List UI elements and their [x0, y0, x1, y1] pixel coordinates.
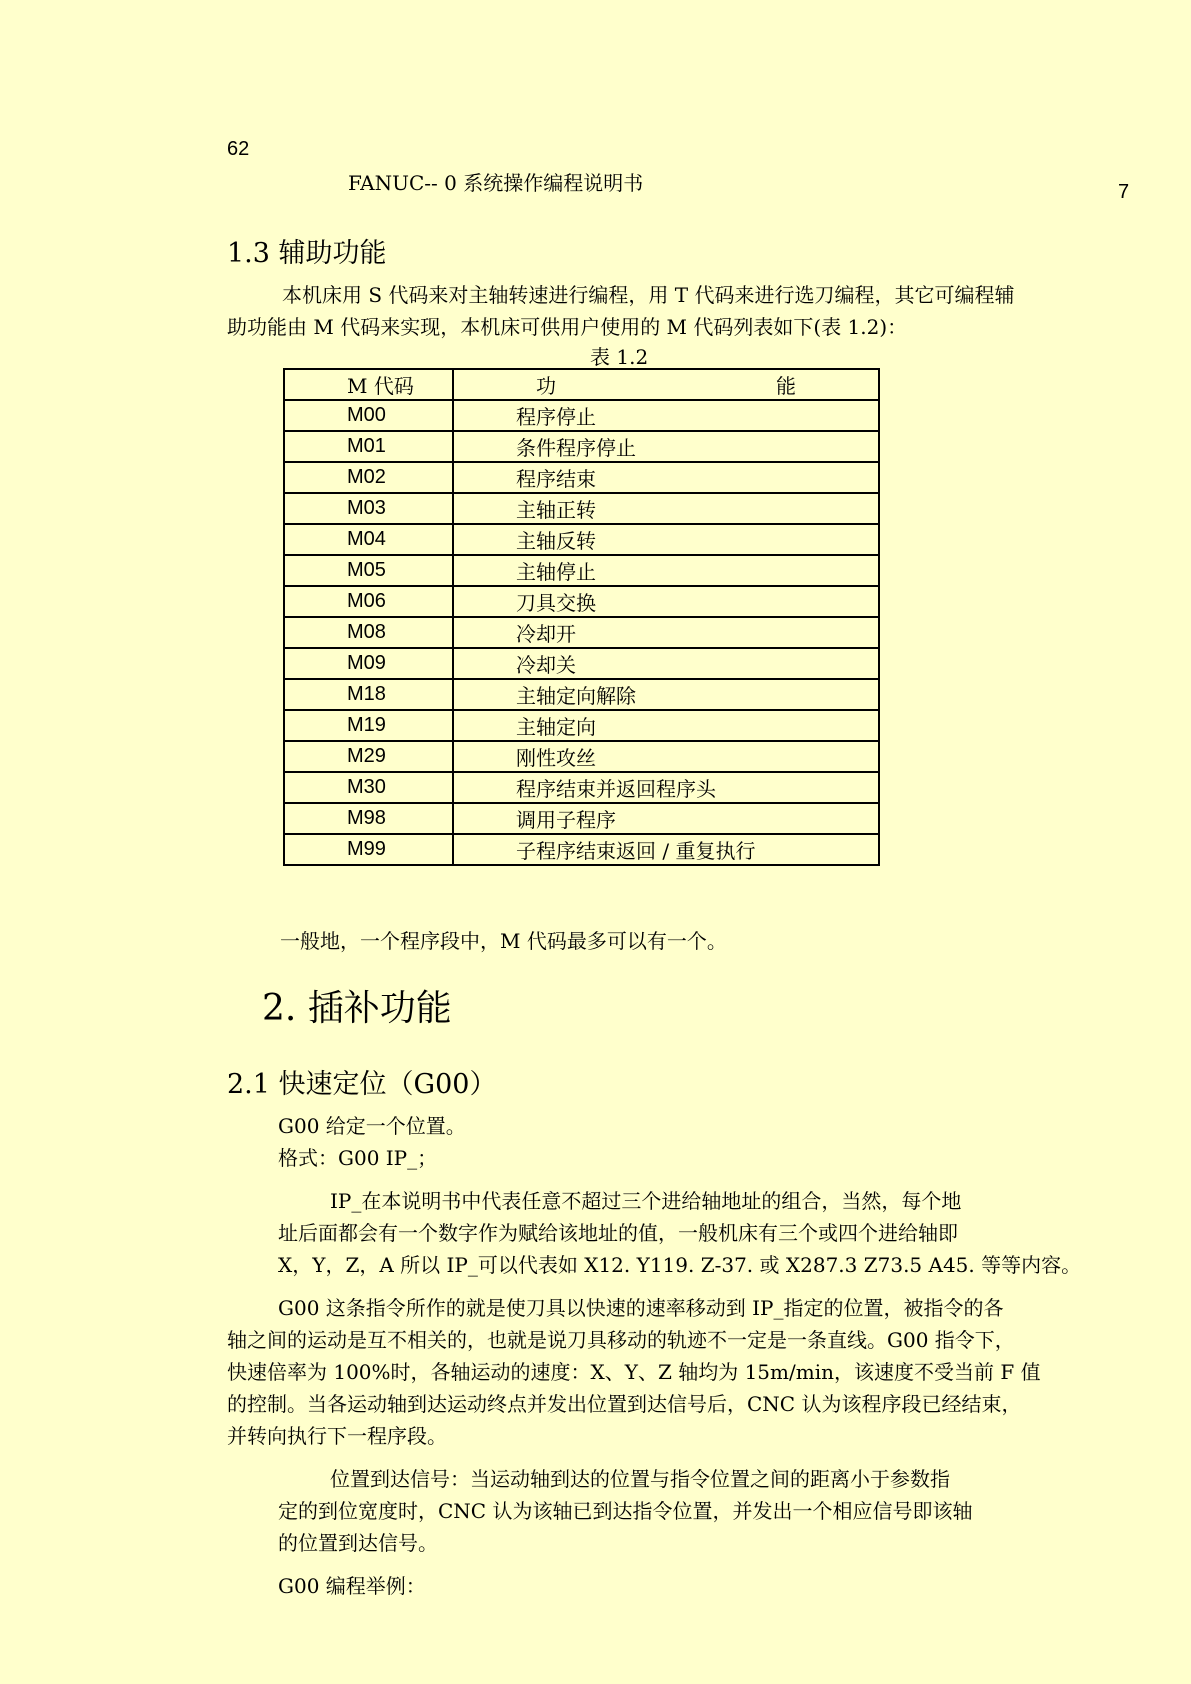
g00-example-label: G00 编程举例： [278, 1574, 426, 1598]
m-code-cell: M05 [284, 555, 453, 586]
table-row [284, 462, 879, 493]
position-signal-line-3: 的位置到达信号。 [278, 1531, 438, 1555]
m-code-cell: M06 [284, 586, 453, 617]
m-code-cell: M19 [284, 710, 453, 741]
function-cell: 主轴正转 [453, 493, 879, 524]
function-cell: 程序结束 [453, 462, 879, 493]
g00-paragraph-line-5: 并转向执行下一程序段。 [227, 1424, 447, 1448]
m-code-cell: M00 [284, 400, 453, 431]
function-cell: 主轴定向解除 [453, 679, 879, 710]
function-cell: 冷却开 [453, 617, 879, 648]
g00-line-1: G00 给定一个位置。 [278, 1114, 466, 1138]
table-row [284, 679, 879, 710]
g00-paragraph-line-2: 轴之间的运动是互不相关的，也就是说刀具移动的轨迹不一定是一条直线。G00 指令下， [227, 1328, 1015, 1352]
section-2-1-heading: 2.1 快速定位（G00） [227, 1069, 497, 1100]
intro-line-2: 助功能由 M 代码来实现，本机床可供用户使用的 M 代码列表如下(表 1.2)： [227, 315, 908, 339]
m-code-cell: M30 [284, 772, 453, 803]
table-row [284, 648, 879, 679]
header-function: 功 能 [453, 369, 879, 400]
ip-paragraph-line-3: X，Y，Z，A 所以 IP_可以代表如 X12. Y119. Z-37. 或 X287.3 Z73.5 A45. 等等内容。 [278, 1253, 1082, 1277]
function-cell: 主轴反转 [453, 524, 879, 555]
table-caption: 表 1.2 [590, 345, 649, 369]
m-code-cell: M98 [284, 803, 453, 834]
function-cell: 条件程序停止 [453, 431, 879, 462]
table-row [284, 803, 879, 834]
m-code-cell: M02 [284, 462, 453, 493]
page-number: 62 [227, 138, 250, 160]
ip-paragraph-line-1: IP_在本说明书中代表任意不超过三个进给轴地址的组合，当然，每个地 [330, 1189, 962, 1213]
function-cell: 刚性攻丝 [453, 741, 879, 772]
function-cell: 冷却关 [453, 648, 879, 679]
table-row [284, 586, 879, 617]
function-cell: 主轴定向 [453, 710, 879, 741]
table-row [284, 617, 879, 648]
header-m-code: M 代码 [284, 369, 453, 400]
document-title: FANUC-- 0 系统操作编程说明书 [348, 171, 644, 195]
table-row [284, 741, 879, 772]
position-signal-line-2: 定的到位宽度时，CNC 认为该轴已到达指令位置，并发出一个相应信号即该轴 [278, 1499, 973, 1523]
m-code-cell: M03 [284, 493, 453, 524]
function-cell: 子程序结束返回 / 重复执行 [453, 834, 879, 865]
g00-format: 格式：G00 IP_； [278, 1146, 438, 1170]
m-code-cell: M18 [284, 679, 453, 710]
m-code-note: 一般地，一个程序段中，M 代码最多可以有一个。 [280, 929, 727, 953]
g00-paragraph-line-1: G00 这条指令所作的就是使刀具以快速的速率移动到 IP_指定的位置，被指令的各 [278, 1296, 1004, 1320]
m-code-cell: M99 [284, 834, 453, 865]
function-cell: 程序停止 [453, 400, 879, 431]
table-header-row [284, 369, 879, 400]
m-code-cell: M08 [284, 617, 453, 648]
g00-paragraph-line-3: 快速倍率为 100%时，各轴运动的速度：X、Y、Z 轴均为 15m/min，该速度不受当前 F 值 [227, 1360, 1041, 1384]
function-cell: 主轴停止 [453, 555, 879, 586]
m-code-cell: M29 [284, 741, 453, 772]
section-1-3-heading: 1.3 辅助功能 [227, 238, 387, 269]
m-code-cell: M01 [284, 431, 453, 462]
table-row [284, 834, 879, 865]
function-cell: 刀具交换 [453, 586, 879, 617]
table-row [284, 524, 879, 555]
m-code-cell: M04 [284, 524, 453, 555]
position-signal-line-1: 位置到达信号：当运动轴到达的位置与指令位置之间的距离小于参数指 [330, 1467, 950, 1491]
table-row [284, 431, 879, 462]
m-code-table [283, 368, 880, 866]
intro-line-1: 本机床用 S 代码来对主轴转速进行编程，用 T 代码来进行选刀编程，其它可编程辅 [282, 283, 1015, 307]
section-2-heading: 2. 插补功能 [262, 988, 452, 1029]
function-cell: 程序结束并返回程序头 [453, 772, 879, 803]
table-row [284, 710, 879, 741]
page-number-right: 7 [1118, 181, 1130, 203]
ip-paragraph-line-2: 址后面都会有一个数字作为赋给该地址的值，一般机床有三个或四个进给轴即 [278, 1221, 958, 1245]
table-row [284, 772, 879, 803]
g00-paragraph-line-4: 的控制。当各运动轴到达运动终点并发出位置到达信号后，CNC 认为该程序段已经结束， [227, 1392, 1022, 1416]
m-code-cell: M09 [284, 648, 453, 679]
table-row [284, 555, 879, 586]
function-cell: 调用子程序 [453, 803, 879, 834]
table-row [284, 400, 879, 431]
table-row [284, 493, 879, 524]
